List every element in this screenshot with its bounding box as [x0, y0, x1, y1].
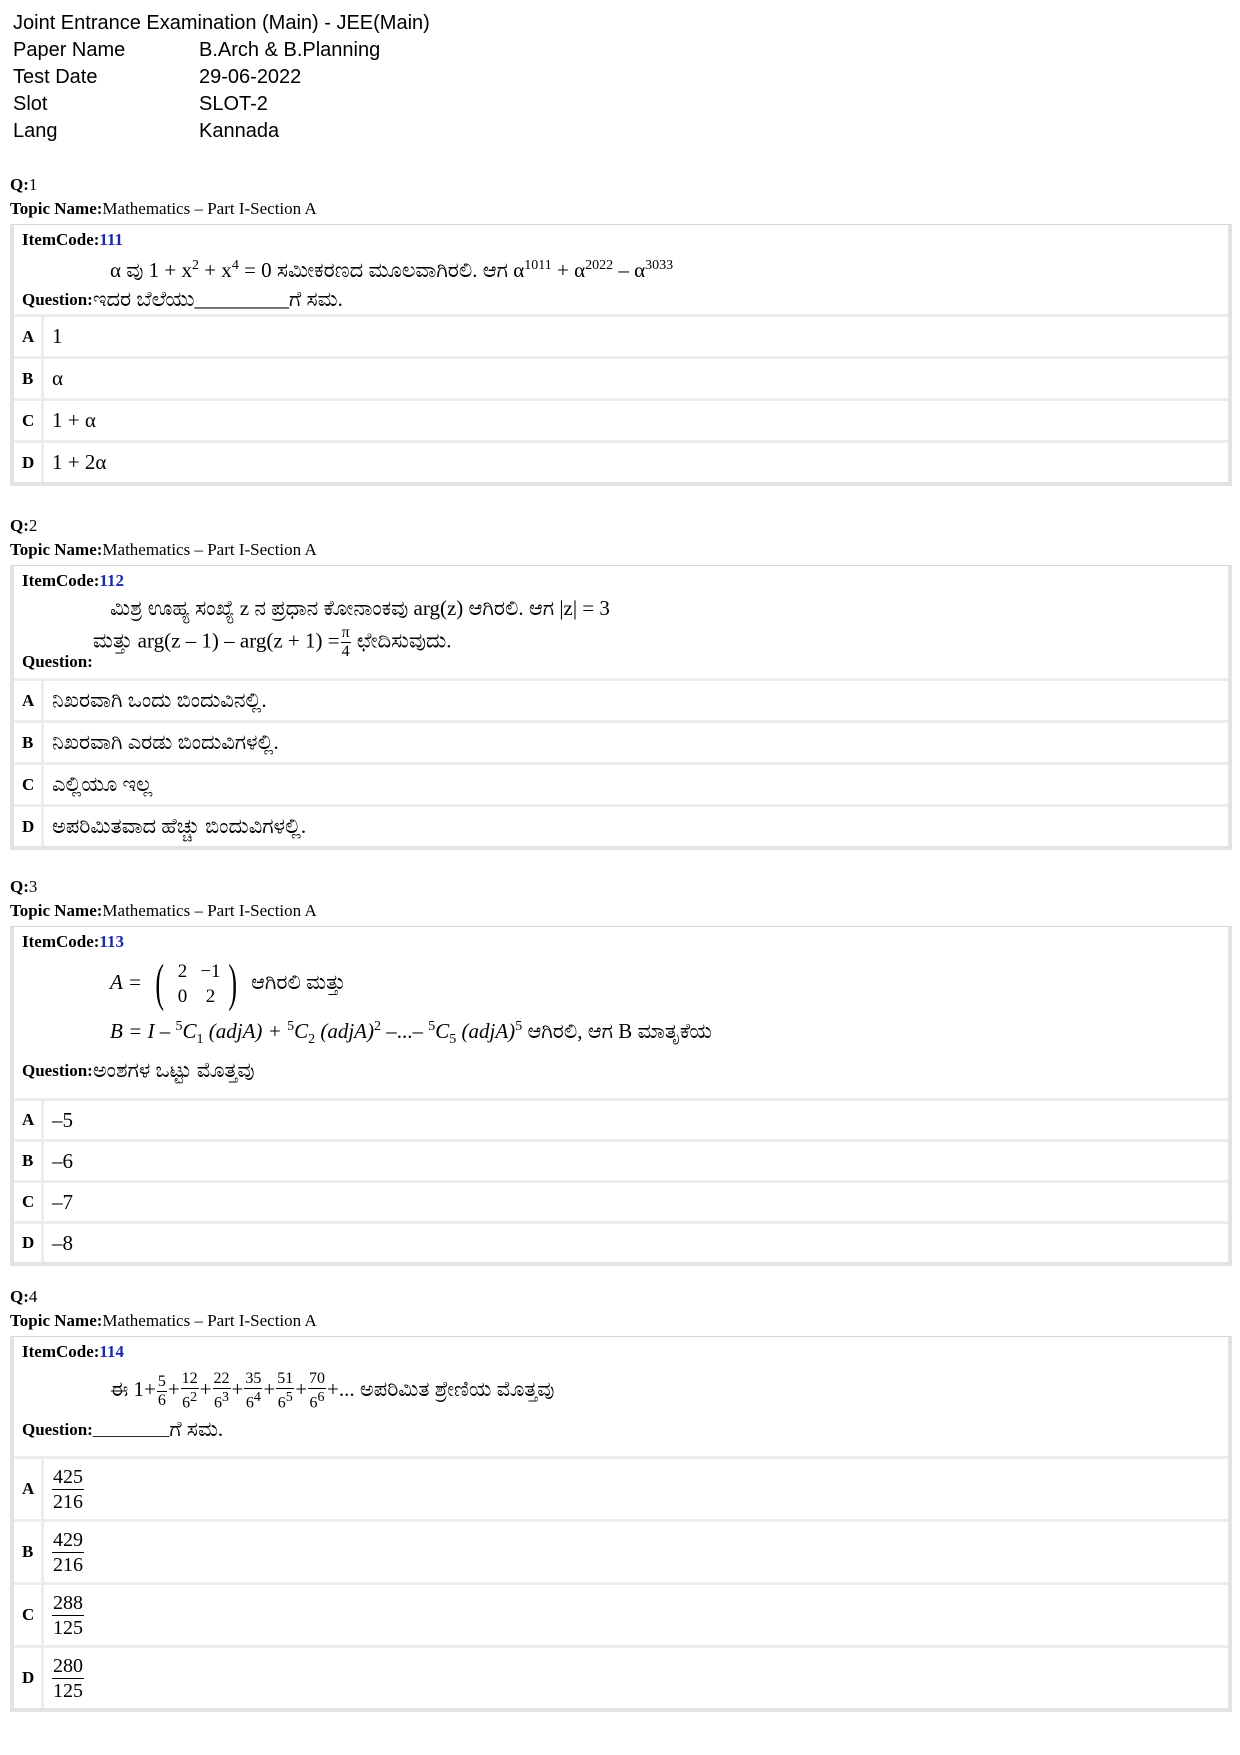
option-a[interactable]	[14, 681, 1228, 723]
option-text: 1	[52, 324, 63, 348]
option-a[interactable]	[14, 317, 1228, 359]
option-text	[44, 1648, 84, 1708]
option-letter: C	[14, 401, 44, 440]
option-text: ಅಪರಿಮಿತವಾದ ಹೆಚ್ಚು ಬಿಂದುವಿಗಳಲ್ಲಿ.	[52, 814, 307, 838]
option-letter: A	[14, 317, 44, 356]
option-text: 1 + 2α	[52, 450, 107, 474]
option-d[interactable]	[14, 443, 1228, 482]
question-box	[10, 224, 1232, 486]
question-stem	[14, 225, 1228, 317]
fraction: $\frac{\pi}{4}$	[341, 624, 350, 660]
option-letter: B	[14, 1142, 44, 1180]
fraction: $\frac{425}{216}$	[53, 1465, 83, 1513]
question-block-1	[10, 173, 1232, 486]
item-code: ItemCode:113	[22, 932, 124, 951]
header-label: Paper Name	[13, 39, 126, 61]
option-d[interactable]	[14, 807, 1228, 846]
series-line: ಈ 1+ $\frac{5}{6}$ + $\frac{12}{6^2}$ + $\frac{22}{6^3}$ + $\frac{35}{6^4}$ + $\frac{51}{6^5}$ + $\frac{70}{6^6}$ +... ಅಪರಿಮಿತ ಶ್ರೇಣಿಯ ಮೊತ್ತವು	[110, 1370, 555, 1412]
option-text	[44, 1459, 84, 1519]
item-code: ItemCode:114	[22, 1342, 124, 1361]
option-letter: B	[14, 1522, 44, 1582]
question-stem	[14, 566, 1228, 681]
question-number: Q:2	[10, 516, 38, 535]
fraction: $\frac{51}{6^5}$	[277, 1370, 294, 1412]
option-letter: A	[14, 1101, 44, 1139]
fraction: $\frac{288}{125}$	[53, 1591, 83, 1639]
fraction: $\frac{12}{6^2}$	[181, 1370, 198, 1412]
option-letter: D	[14, 807, 44, 846]
item-code: ItemCode:111	[22, 230, 124, 249]
question-label-row: Question: ಮತ್ತು arg(z – 1) – arg(z + 1) = $\frac{\pi}{4}$ ಛೇದಿಸುವುದು.	[22, 624, 452, 671]
matrix-line: A = ( 2 −1 0 2 ) ಆಗಿರಲಿ ಮತ್ತು	[110, 955, 346, 1013]
option-b[interactable]	[14, 359, 1228, 401]
fraction: $\frac{35}{6^4}$	[245, 1370, 262, 1412]
option-a[interactable]	[14, 1459, 1228, 1522]
header-row-test-date	[13, 64, 430, 91]
option-letter: D	[14, 1648, 44, 1708]
paper-header	[13, 10, 430, 145]
option-b[interactable]	[14, 1522, 1228, 1585]
option-d[interactable]	[14, 1224, 1228, 1262]
option-letter: D	[14, 1224, 44, 1262]
header-row-lang	[13, 118, 430, 145]
question-stem	[14, 927, 1228, 1101]
option-letter: B	[14, 723, 44, 762]
question-label-row: Question: _________ ಗೆ ಸಮ.	[22, 1417, 224, 1441]
option-letter: C	[14, 1585, 44, 1645]
question-box	[10, 565, 1232, 850]
question-text-line: ಮಿಶ್ರ ಊಹ್ಯ ಸಂಖ್ಯೆ z ನ ಪ್ರಧಾನ ಕೋನಾಂಕವು arg(z) ಆಗಿರಲಿ. ಆಗ |z| = 3	[110, 596, 610, 620]
option-c[interactable]	[14, 1585, 1228, 1648]
topic-name: Topic Name:Mathematics – Part I-Section A	[10, 901, 317, 920]
topic-name: Topic Name:Mathematics – Part I-Section A	[10, 540, 317, 559]
option-a[interactable]	[14, 1101, 1228, 1142]
option-text: 1 + α	[52, 408, 96, 432]
option-text: ನಿಖರವಾಗಿ ಎರಡು ಬಿಂದುವಿಗಳಲ್ಲಿ.	[52, 730, 279, 754]
option-d[interactable]	[14, 1648, 1228, 1708]
option-text: –7	[52, 1189, 73, 1214]
fraction: $\frac{5}{6}$	[157, 1372, 166, 1409]
option-letter: C	[14, 1183, 44, 1221]
question-block-2	[10, 514, 1232, 850]
option-text	[44, 1585, 84, 1645]
option-c[interactable]	[14, 401, 1228, 443]
option-text	[44, 1522, 84, 1582]
option-b[interactable]	[14, 723, 1228, 765]
option-text: –5	[52, 1107, 73, 1132]
item-code: ItemCode:112	[22, 571, 124, 590]
question-stem	[14, 1337, 1228, 1459]
topic-name: Topic Name:Mathematics – Part I-Section A	[10, 199, 317, 218]
option-letter: D	[14, 443, 44, 482]
header-label: Lang	[13, 120, 58, 142]
exam-title: Joint Entrance Examination (Main) - JEE(Main)	[13, 12, 430, 34]
question-number: Q:4	[10, 1287, 38, 1306]
header-value: 29-06-2022	[199, 66, 302, 88]
question-box	[10, 1336, 1232, 1712]
header-label: Test Date	[13, 66, 98, 88]
option-b[interactable]	[14, 1142, 1228, 1183]
question-block-3	[10, 875, 1232, 1266]
fraction: $\frac{280}{125}$	[53, 1654, 83, 1702]
question-label-row: Question: ಇದರ ಬೆಲೆಯು _________ ಗೆ ಸಮ.	[22, 287, 343, 311]
header-row-slot	[13, 91, 430, 118]
option-c[interactable]	[14, 1183, 1228, 1224]
option-text: ನಿಖರವಾಗಿ ಒಂದು ಬಿಂದುವಿನಲ್ಲಿ.	[52, 688, 267, 712]
option-letter: A	[14, 1459, 44, 1519]
header-label: Slot	[13, 93, 48, 115]
question-text-line: α ವು $1 + x^2 + x^4 = 0$ ಸಮೀಕರಣದ ಮೂಲವಾಗಿರಲಿ. ಆಗ $\alpha^{1011} + \alpha^{2022} - \alpha^{3033}$	[110, 258, 674, 282]
option-text: α	[52, 366, 64, 390]
question-number: Q:3	[10, 877, 38, 896]
question-text-line: $B = I - ^5C_1$ (adjA) + $^5C_2$ (adjA)$^2$ –...– $^5C_5$ (adjA)$^5$ ಆಗಿರಲಿ, ಆಗ B ಮಾತೃಕೆಯ	[110, 1019, 712, 1048]
fraction: $\frac{70}{6^6}$	[309, 1370, 326, 1412]
option-letter: C	[14, 765, 44, 804]
option-text: –8	[52, 1230, 73, 1255]
option-text: –6	[52, 1148, 73, 1173]
option-text: ಎಲ್ಲಿಯೂ ಇಲ್ಲ	[52, 772, 153, 796]
option-letter: A	[14, 681, 44, 720]
option-c[interactable]	[14, 765, 1228, 807]
question-block-4	[10, 1285, 1232, 1712]
option-letter: B	[14, 359, 44, 398]
question-box	[10, 926, 1232, 1266]
header-value: B.Arch & B.Planning	[199, 39, 381, 61]
topic-name: Topic Name:Mathematics – Part I-Section A	[10, 1311, 317, 1330]
question-label-row: Question: ಅಂಶಗಳ ಒಟ್ಟು ಮೊತ್ತವು	[22, 1058, 255, 1083]
fraction: $\frac{22}{6^3}$	[213, 1370, 230, 1412]
matrix-a: ( 2 −1 0 2 )	[155, 955, 238, 1013]
header-value: SLOT-2	[199, 93, 268, 115]
header-row-paper-name	[13, 37, 430, 64]
header-value: Kannada	[199, 120, 280, 142]
fraction: $\frac{429}{216}$	[53, 1528, 83, 1576]
question-number: Q:1	[10, 175, 38, 194]
